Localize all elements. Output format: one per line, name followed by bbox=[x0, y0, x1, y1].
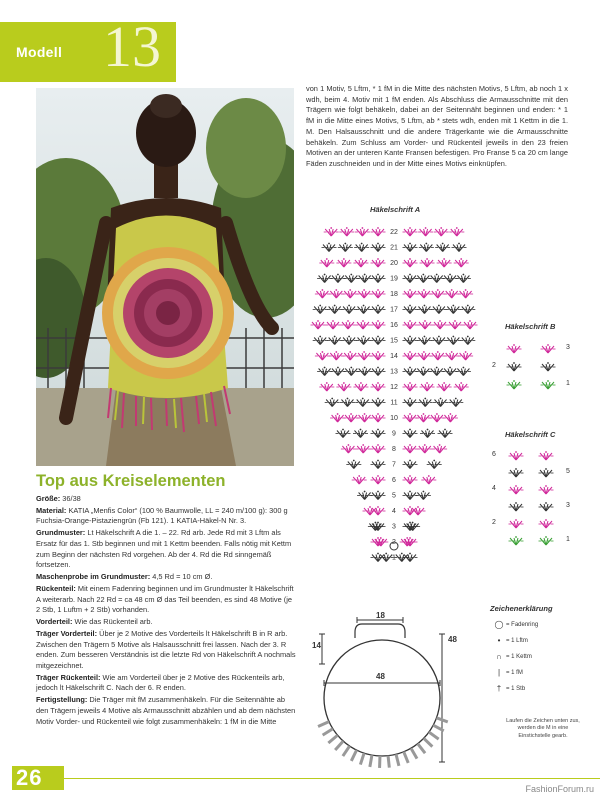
stitch-motif bbox=[509, 519, 524, 528]
chart-a-row-number: 8 bbox=[392, 446, 396, 453]
stitch-motif bbox=[539, 451, 554, 460]
fringe-strand bbox=[437, 718, 448, 722]
stitch-motif bbox=[452, 243, 467, 252]
stitch-motif bbox=[539, 502, 554, 511]
stitch-motif bbox=[356, 336, 371, 345]
stitch-motif bbox=[509, 485, 524, 494]
model-number: 13 bbox=[103, 14, 161, 79]
footer-line bbox=[64, 778, 600, 779]
stitch-motif bbox=[322, 243, 337, 252]
stitch-motif bbox=[458, 351, 473, 360]
chart-c-row-number: 1 bbox=[566, 536, 570, 543]
legend-item-lftm bbox=[492, 636, 582, 645]
stitch-motif bbox=[458, 289, 473, 298]
stitch-motif bbox=[353, 429, 368, 438]
modell-label: Modell bbox=[16, 44, 63, 60]
stitch-motif bbox=[403, 444, 418, 453]
stitch-motif bbox=[403, 537, 418, 546]
stitch-motif bbox=[430, 351, 445, 360]
stitch-motif bbox=[340, 398, 355, 407]
stitch-motif bbox=[431, 305, 446, 314]
stitch-motif bbox=[344, 274, 359, 283]
stitch-motif bbox=[509, 536, 524, 545]
fringe-strand bbox=[335, 741, 343, 750]
model-photo bbox=[36, 88, 294, 466]
fringe-strand bbox=[388, 756, 389, 768]
chart-c-row-number: 2 bbox=[492, 519, 496, 526]
stitch-motif bbox=[355, 398, 370, 407]
stitch-motif bbox=[403, 227, 418, 236]
stitch-motif bbox=[344, 413, 359, 422]
stitch-motif bbox=[403, 258, 418, 267]
stitch-motif bbox=[539, 468, 554, 477]
stitch-motif bbox=[443, 367, 458, 376]
stitch-motif bbox=[420, 258, 435, 267]
stitch-motif bbox=[371, 429, 386, 438]
stitch-motif bbox=[327, 305, 342, 314]
stitch-motif bbox=[443, 413, 458, 422]
stitch-motif bbox=[330, 274, 345, 283]
stitch-motif bbox=[444, 351, 459, 360]
stitch-motif bbox=[507, 362, 522, 371]
ring-icon: ◯ bbox=[494, 620, 504, 629]
fringe-strand bbox=[360, 753, 364, 764]
chart-a-row-number: 18 bbox=[390, 291, 398, 298]
stitch-motif bbox=[403, 305, 418, 314]
stitch-motif bbox=[463, 320, 478, 329]
chart-a-row-number: 6 bbox=[392, 477, 396, 484]
stitch-motif bbox=[437, 258, 452, 267]
stitch-motif bbox=[403, 367, 418, 376]
stitch-motif bbox=[403, 289, 418, 298]
traeger-vorderteil-label: Träger Vorderteil: bbox=[36, 628, 98, 638]
chart-a-row-number: 10 bbox=[390, 415, 398, 422]
instructions-left bbox=[36, 494, 298, 728]
stitch-motif bbox=[403, 429, 418, 438]
stitch-motif bbox=[371, 367, 386, 376]
chart-a-row-number: 2 bbox=[392, 539, 396, 546]
stitch-motif bbox=[411, 506, 426, 515]
rueckenteil-text: Mit einem Fadenring beginnen und im Grundmuster lt Häkelschrift A weiterarb. Nach 22 Rd = ca 48 cm Ø das Teil beenden, es sind 48 Motive (je 2 Stb, 1 Luftm + 2 Stb) vorhanden. bbox=[36, 583, 294, 615]
chart-a-row-number: 15 bbox=[390, 337, 398, 345]
stitch-motif bbox=[371, 351, 386, 360]
dim-diameter: 48 bbox=[376, 672, 385, 681]
stitch-motif bbox=[435, 243, 450, 252]
stitch-motif bbox=[420, 382, 435, 391]
stitch-motif bbox=[343, 351, 358, 360]
stitch-motif bbox=[433, 320, 448, 329]
stitch-motif bbox=[357, 491, 372, 500]
legend-title: Zeichenerklärung bbox=[490, 604, 553, 613]
vorderteil-text: Wie das Rückenteil arb. bbox=[74, 617, 153, 627]
stitch-motif bbox=[371, 305, 386, 314]
page-number-text: 26 bbox=[16, 765, 43, 790]
legend-item-kettm bbox=[492, 652, 582, 661]
stitch-motif bbox=[338, 243, 353, 252]
stitch-motif bbox=[357, 351, 372, 360]
stitch-motif bbox=[336, 258, 351, 267]
chart-a-row-number: 17 bbox=[390, 306, 398, 314]
legend-item-fadenring bbox=[492, 620, 582, 629]
stitch-motif bbox=[449, 227, 464, 236]
stitch-motif bbox=[403, 274, 418, 283]
chart-a-title: Häkelschrift A bbox=[370, 205, 421, 214]
material-text: KATIA „Menfis Color“ (100 % Baumwolle, LL = 240 m/100 g): 300 g Fuchsia-Orange-Pistaziengrün (Fb 121). 1 KATIA-Häkel-N Nr. 3. bbox=[36, 505, 288, 526]
stitch-motif bbox=[507, 344, 522, 353]
stitch-motif bbox=[405, 522, 420, 531]
stitch-motif bbox=[429, 413, 444, 422]
chart-c-title: Häkelschrift C bbox=[505, 430, 556, 439]
stitch-motif bbox=[417, 444, 432, 453]
stitch-motif bbox=[403, 460, 418, 469]
legend-label-4: = 1 Stb bbox=[506, 685, 526, 692]
pattern-title: Top aus Kreiselementen bbox=[36, 472, 226, 490]
stitch-motif bbox=[313, 336, 328, 345]
stitch-motif bbox=[509, 451, 524, 460]
chart-c-row-number: 3 bbox=[566, 502, 570, 509]
stitch-motif bbox=[357, 413, 372, 422]
stitch-motif bbox=[336, 382, 351, 391]
chart-a-row-number: 4 bbox=[392, 508, 396, 515]
chart-c-row-number: 6 bbox=[492, 451, 496, 458]
instructions-continued: von 1 Motiv, 5 Lftm, * 1 fM in die Mitte des nächsten Motivs, 5 Lftm, ab noch 1 x wdh, beim 4. Motiv mit 1 fM enden. Als Abschluss die Armausschnitte mit den Trägern wie folgt behäkeln, dabei an der Seitennäht beginnen und enden: * 1 fM in die Mitte eines Motivs, 5 Lftm, ab * stets wdh, enden mit 1 Kettm in die 1. M. Den Halsausschnitt und die andere Trägerkante wie die Armausschnitte behäkeln. Zum Schluss am Vorder- und Rückenteil jeweils in den 23 freien Motiven an der unteren Kante Fransen befestigen. Pro Franse 5 ca 20 cm lange Fäden zuschneiden und in der Mitte eines Motivs einknüpfen. bbox=[306, 84, 568, 169]
stitch-motif bbox=[418, 398, 433, 407]
stitch-motif bbox=[371, 475, 386, 484]
stitch-motif bbox=[456, 367, 471, 376]
single-crochet-icon: | bbox=[497, 668, 501, 677]
stitch-motif bbox=[336, 429, 351, 438]
stitch-motif bbox=[371, 537, 386, 546]
stitch-motif bbox=[371, 336, 386, 345]
stitch-motif bbox=[416, 351, 431, 360]
stitch-motif bbox=[339, 227, 354, 236]
stitch-motif bbox=[326, 320, 341, 329]
stitch-motif bbox=[541, 362, 556, 371]
chart-a-row-number: 13 bbox=[390, 368, 398, 376]
maschenprobe-text: 4,5 Rd = 10 cm Ø. bbox=[152, 572, 213, 582]
stitch-motif bbox=[356, 305, 371, 314]
stitch-motif bbox=[403, 506, 418, 515]
stitch-motif bbox=[342, 336, 357, 345]
stitch-motif bbox=[343, 289, 358, 298]
stitch-motif bbox=[403, 413, 418, 422]
stitch-motif bbox=[344, 367, 359, 376]
fringe-strand bbox=[323, 729, 333, 735]
stitch-motif bbox=[433, 398, 448, 407]
stitch-motif bbox=[403, 522, 418, 531]
chart-a-row-number: 19 bbox=[390, 275, 398, 283]
stitch-motif bbox=[371, 258, 386, 267]
fringe-strand bbox=[396, 754, 399, 766]
stitch-motif bbox=[448, 398, 463, 407]
stitch-motif bbox=[416, 491, 431, 500]
chart-a-row-number: 14 bbox=[390, 353, 398, 360]
chart-a-row-number: 11 bbox=[390, 399, 398, 407]
stitch-motif bbox=[354, 243, 369, 252]
stitch-motif bbox=[371, 289, 386, 298]
stitch-motif bbox=[509, 502, 524, 511]
stitch-motif bbox=[371, 243, 386, 252]
fringe-strand bbox=[370, 755, 372, 767]
stitch-motif bbox=[371, 227, 386, 236]
groesse-label: Größe: bbox=[36, 494, 61, 503]
chart-a-row-number: 12 bbox=[390, 384, 398, 391]
stitch-motif bbox=[539, 485, 554, 494]
fringe-strand bbox=[351, 750, 356, 761]
stitch-motif bbox=[434, 227, 449, 236]
traeger-rueckenteil-text: Wie am Vorderteil über je 2 Motive des Rückenteils arb, jedoch lt Häkelschrift C. Nach der 6. R enden. bbox=[36, 672, 285, 693]
stitch-motif bbox=[403, 398, 418, 407]
stitch-motif bbox=[429, 367, 444, 376]
chart-a-row-number: 22 bbox=[390, 229, 398, 236]
stitch-motif bbox=[416, 289, 431, 298]
stitch-motif bbox=[417, 305, 432, 314]
stitch-motif bbox=[541, 344, 556, 353]
stitch-motif bbox=[460, 305, 475, 314]
grundmuster-text: Lt Häkelschrift A die 1. – 22. Rd arb. Jede Rd mit 3 Lftm als Ersatz für das 1. Stb beginnen und mit 1 Kettm beenden. Falls nötig mit Kettm zum Beginn der nächsten Rd vorgehen. Ab der 4. Rd die Rd sinngemäß fortsetzen. bbox=[36, 528, 292, 570]
stitch-motif bbox=[430, 289, 445, 298]
fringe-strand bbox=[328, 735, 337, 743]
stitch-motif bbox=[371, 320, 386, 329]
stitch-motif bbox=[368, 522, 383, 531]
dim-top-width: 18 bbox=[376, 612, 385, 620]
chart-c-row-number: 4 bbox=[492, 485, 496, 492]
stitch-motif bbox=[437, 382, 452, 391]
stitch-motif bbox=[403, 336, 418, 345]
chart-a-row-number: 16 bbox=[390, 322, 398, 329]
stitch-motif bbox=[456, 274, 471, 283]
stitch-motif bbox=[330, 413, 345, 422]
stitch-motif bbox=[446, 336, 461, 345]
chart-a bbox=[306, 216, 482, 586]
stitch-motif bbox=[371, 398, 386, 407]
chart-b-row-number: 3 bbox=[566, 344, 570, 351]
stitch-motif bbox=[454, 258, 469, 267]
stitch-motif bbox=[371, 274, 386, 283]
stitch-motif bbox=[371, 506, 386, 515]
double-crochet-icon: † bbox=[496, 684, 502, 693]
stitch-motif bbox=[418, 227, 433, 236]
chart-c-row-number: 5 bbox=[566, 468, 570, 475]
stitch-motif bbox=[431, 336, 446, 345]
stitch-motif bbox=[416, 274, 431, 283]
legend-note: Laufen die Zeichen unten zus, werden die M in eine Einstichstelle gearb. bbox=[506, 718, 580, 739]
stitch-motif bbox=[341, 444, 356, 453]
stitch-motif bbox=[507, 380, 522, 389]
legend-item-fm bbox=[492, 668, 582, 677]
stitch-motif bbox=[357, 289, 372, 298]
stitch-motif bbox=[352, 475, 367, 484]
stitch-motif bbox=[416, 367, 431, 376]
watermark: FashionForum.ru bbox=[525, 784, 594, 794]
stitch-motif bbox=[329, 289, 344, 298]
stitch-motif bbox=[373, 537, 388, 546]
dim-height: 48 bbox=[448, 635, 457, 644]
chart-a-row-number: 1 bbox=[392, 554, 396, 562]
fringe-strand bbox=[404, 752, 408, 763]
fringe-strand bbox=[411, 748, 417, 758]
stitch-motif bbox=[315, 351, 330, 360]
stitch-motif bbox=[429, 274, 444, 283]
legend-label-3: = 1 fM bbox=[506, 669, 523, 676]
stitch-motif bbox=[371, 522, 386, 531]
stitch-motif bbox=[371, 491, 386, 500]
stitch-motif bbox=[427, 460, 442, 469]
stitch-motif bbox=[315, 289, 330, 298]
stitch-motif bbox=[371, 444, 386, 453]
legend-label-1: = 1 Lftm bbox=[506, 637, 528, 644]
chart-a-row-number: 20 bbox=[390, 260, 398, 267]
stitch-motif bbox=[403, 491, 418, 500]
chain-icon: • bbox=[497, 636, 501, 645]
chart-b bbox=[486, 333, 576, 401]
stitch-motif bbox=[371, 460, 386, 469]
chart-b-title: Häkelschrift B bbox=[505, 322, 556, 331]
fertigstellung-label: Fertigstellung: bbox=[36, 695, 88, 705]
chart-a-row-number: 21 bbox=[390, 244, 398, 252]
stitch-motif bbox=[448, 320, 463, 329]
chart-b-row-number: 2 bbox=[492, 362, 496, 369]
stitch-motif bbox=[403, 475, 418, 484]
stitch-motif bbox=[371, 413, 386, 422]
stitch-motif bbox=[403, 320, 418, 329]
chart-c bbox=[486, 442, 576, 554]
stitch-motif bbox=[403, 351, 418, 360]
stitch-motif bbox=[432, 444, 447, 453]
fringe-strand bbox=[429, 732, 439, 739]
traeger-vorderteil-text: Über je 2 Motive des Vorderteils lt Häkelschrift B in R arb. Zwischen den Trägern 5 Motive als Halsausschnitt frei lassen. Nach der 3. R enden. Zum besseren Verständnis ist die letzte Rd von Häkelschrift A nochmals mitgezeichnet. bbox=[36, 628, 296, 671]
stitch-motif bbox=[356, 320, 371, 329]
stitch-motif bbox=[317, 274, 332, 283]
stitch-motif bbox=[356, 444, 371, 453]
groesse-value: 36/38 bbox=[62, 494, 81, 503]
grundmuster-label: Grundmuster: bbox=[36, 528, 86, 538]
stitch-motif bbox=[324, 227, 339, 236]
fringe-strand bbox=[318, 722, 329, 727]
stitch-motif bbox=[418, 320, 433, 329]
stitch-motif bbox=[541, 380, 556, 389]
fertigstellung-text: Die Träger mit fM zusammenhäkeln. Für die Seitennähte ab den Trägern jeweils 4 Motive als Armausschnitt abzählen und ab dem nächsten Motiv Vorder- und Rückenteil wie folgt zusammenhäkeln: 1 fM in die Mitte bbox=[36, 695, 296, 726]
stitch-motif bbox=[346, 460, 361, 469]
stitch-motif bbox=[371, 382, 386, 391]
fringe-strand bbox=[424, 738, 433, 746]
chart-b-row-number: 1 bbox=[566, 380, 570, 387]
chart-a-row-number: 5 bbox=[392, 492, 396, 500]
stitch-motif bbox=[443, 274, 458, 283]
stitch-motif bbox=[330, 367, 345, 376]
stitch-motif bbox=[317, 367, 332, 376]
stitch-motif bbox=[509, 468, 524, 477]
legend-label-0: = Fadenring bbox=[506, 621, 539, 628]
stitch-motif bbox=[420, 429, 435, 438]
stitch-motif bbox=[394, 553, 409, 562]
legend-label-2: = 1 Kettm bbox=[506, 653, 532, 660]
stitch-motif bbox=[460, 336, 475, 345]
fringe-strand bbox=[418, 744, 425, 753]
stitch-motif bbox=[325, 398, 340, 407]
stitch-motif bbox=[353, 382, 368, 391]
stitch-motif bbox=[342, 305, 357, 314]
material-label: Material: bbox=[36, 505, 67, 515]
legend-item-stb bbox=[492, 684, 582, 693]
chart-a-row-number: 7 bbox=[392, 461, 396, 469]
garment-schematic bbox=[310, 612, 480, 772]
stitch-motif bbox=[371, 553, 386, 562]
stitch-motif bbox=[363, 506, 378, 515]
stitch-motif bbox=[416, 413, 431, 422]
stitch-motif bbox=[319, 382, 334, 391]
stitch-motif bbox=[444, 289, 459, 298]
page-number bbox=[12, 766, 64, 790]
stitch-motif bbox=[438, 429, 453, 438]
stitch-motif bbox=[319, 258, 334, 267]
stitch-motif bbox=[353, 258, 368, 267]
maschenprobe-label: Maschenprobe im Grundmuster: bbox=[36, 572, 151, 582]
stitch-motif bbox=[327, 336, 342, 345]
stitch-motif bbox=[417, 336, 432, 345]
fringe-strand bbox=[343, 746, 350, 756]
stitch-motif bbox=[400, 537, 415, 546]
stitch-motif bbox=[454, 382, 469, 391]
stitch-motif bbox=[421, 475, 436, 484]
slip-stitch-icon: ∩ bbox=[496, 652, 502, 661]
stitch-motif bbox=[311, 320, 326, 329]
stitch-motif bbox=[419, 243, 434, 252]
stitch-motif bbox=[341, 320, 356, 329]
stitch-motif bbox=[329, 351, 344, 360]
stitch-motif bbox=[357, 367, 372, 376]
stitch-motif bbox=[446, 305, 461, 314]
stitch-motif bbox=[403, 382, 418, 391]
rueckenteil-label: Rückenteil: bbox=[36, 583, 76, 593]
vorderteil-label: Vorderteil: bbox=[36, 617, 73, 627]
stitch-motif bbox=[355, 227, 370, 236]
traeger-rueckenteil-label: Träger Rückenteil: bbox=[36, 672, 101, 682]
chart-a-row-number: 9 bbox=[392, 430, 396, 438]
stitch-motif bbox=[539, 536, 554, 545]
stitch-motif bbox=[403, 553, 418, 562]
stitch-motif bbox=[403, 243, 418, 252]
stitch-motif bbox=[313, 305, 328, 314]
chart-a-row-number: 3 bbox=[392, 523, 396, 531]
dim-side: 14 bbox=[312, 641, 321, 650]
stitch-motif bbox=[539, 519, 554, 528]
stitch-motif bbox=[357, 274, 372, 283]
